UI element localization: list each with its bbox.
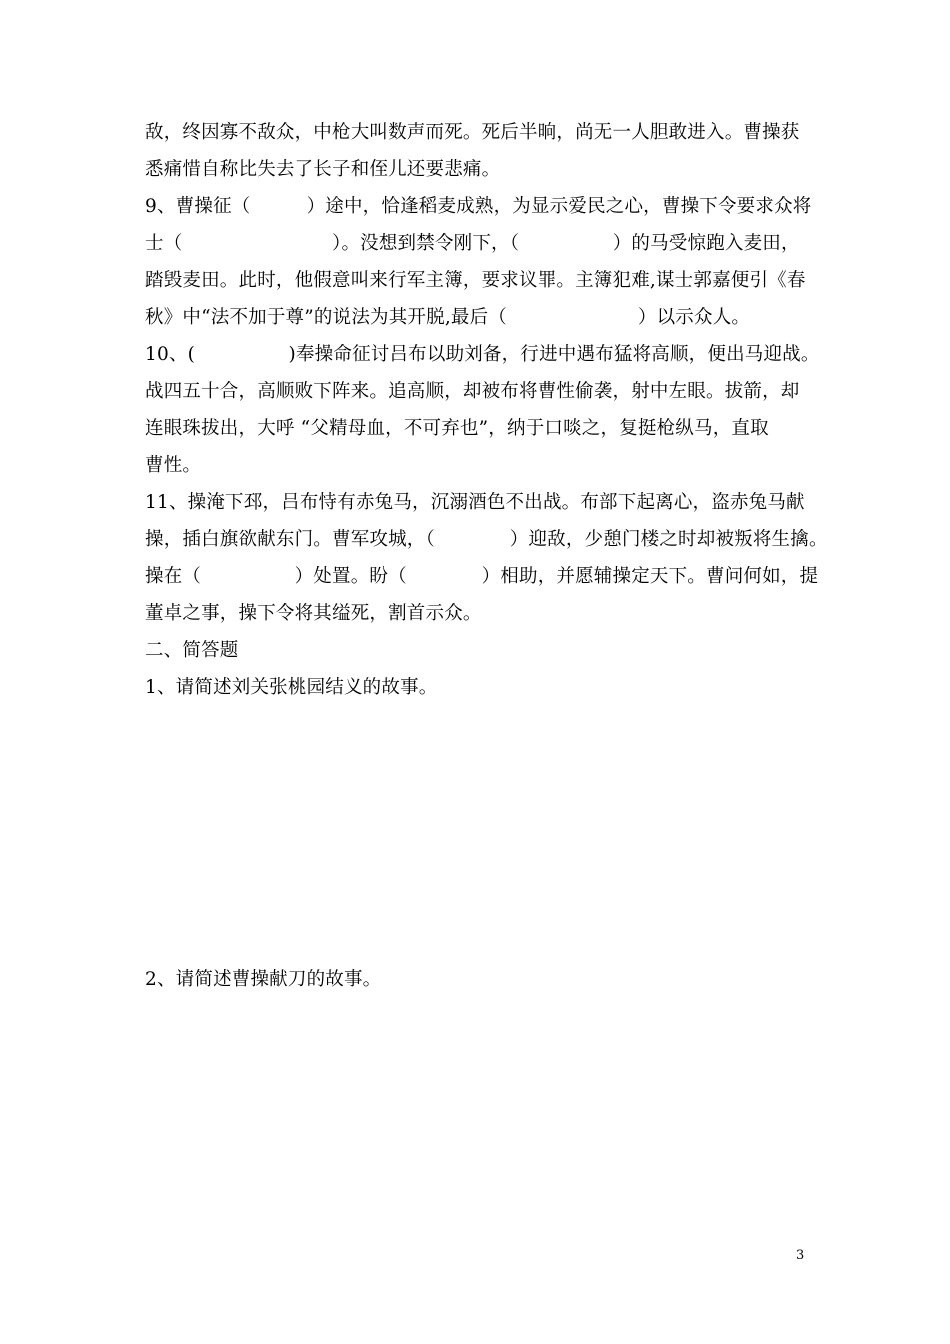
- page-number: 3: [796, 1248, 805, 1263]
- question-11-line-4: 董卓之事，操下令将其缢死，割首示众。: [145, 603, 482, 624]
- question-9-line-2: 士（ ）。没想到禁令刚下，（ ）的马受惊跑入麦田，: [145, 233, 800, 254]
- question-10-line-2: 战四五十合，高顺败下阵来。追高顺，却被布将曹性偷袭，射中左眼。拔箭，却: [145, 381, 800, 402]
- question-10-line-1: 10、( )奉操命征讨吕布以助刘备，行进中遇布猛将高顺，便出马迎战。: [145, 344, 820, 365]
- question-10-line-3: 连眼珠拔出，大呼 “父精母血，不可弃也”，纳于口啖之，复挺枪纵马，直取: [145, 418, 769, 439]
- text-line-1: 敌，终因寡不敌众，中枪大叫数声而死。死后半晌，尚无一人胆敢进入。曹操获: [145, 122, 800, 143]
- question-11-line-1: 11、操淹下邳，吕布恃有赤兔马，沉溺酒色不出战。布部下起离心，盗赤兔马献: [145, 492, 805, 513]
- short-answer-question-1: 1、请简述刘关张桃园结义的故事。: [145, 677, 438, 698]
- section-heading-short-answer: 二、简答题: [145, 640, 239, 661]
- short-answer-question-2: 2、请简述曹操献刀的故事。: [145, 969, 382, 990]
- question-10-line-4: 曹性。: [145, 455, 202, 476]
- question-11-line-2: 操，插白旗欲献东门。曹军攻城，（ ）迎敌，少憩门楼之时却被叛将生擒。: [145, 529, 828, 550]
- question-9-line-4: 秋》中“法不加于尊”的说法为其开脱,最后（ ）以示众人。: [145, 307, 751, 328]
- question-11-line-3: 操在（ ）处置。盼（ ）相助，并愿辅操定天下。曹问何如，提: [145, 566, 819, 587]
- question-9-line-1: 9、曹操征（ ）途中，恰逢稻麦成熟，为显示爱民之心，曹操下令要求众将: [145, 196, 812, 217]
- question-9-line-3: 踏毁麦田。此时，他假意叫来行军主簿，要求议罪。主簿犯难,谋士郭嘉便引《春: [145, 270, 806, 291]
- text-line-2: 悉痛惜自称比失去了长子和侄儿还要悲痛。: [145, 159, 501, 180]
